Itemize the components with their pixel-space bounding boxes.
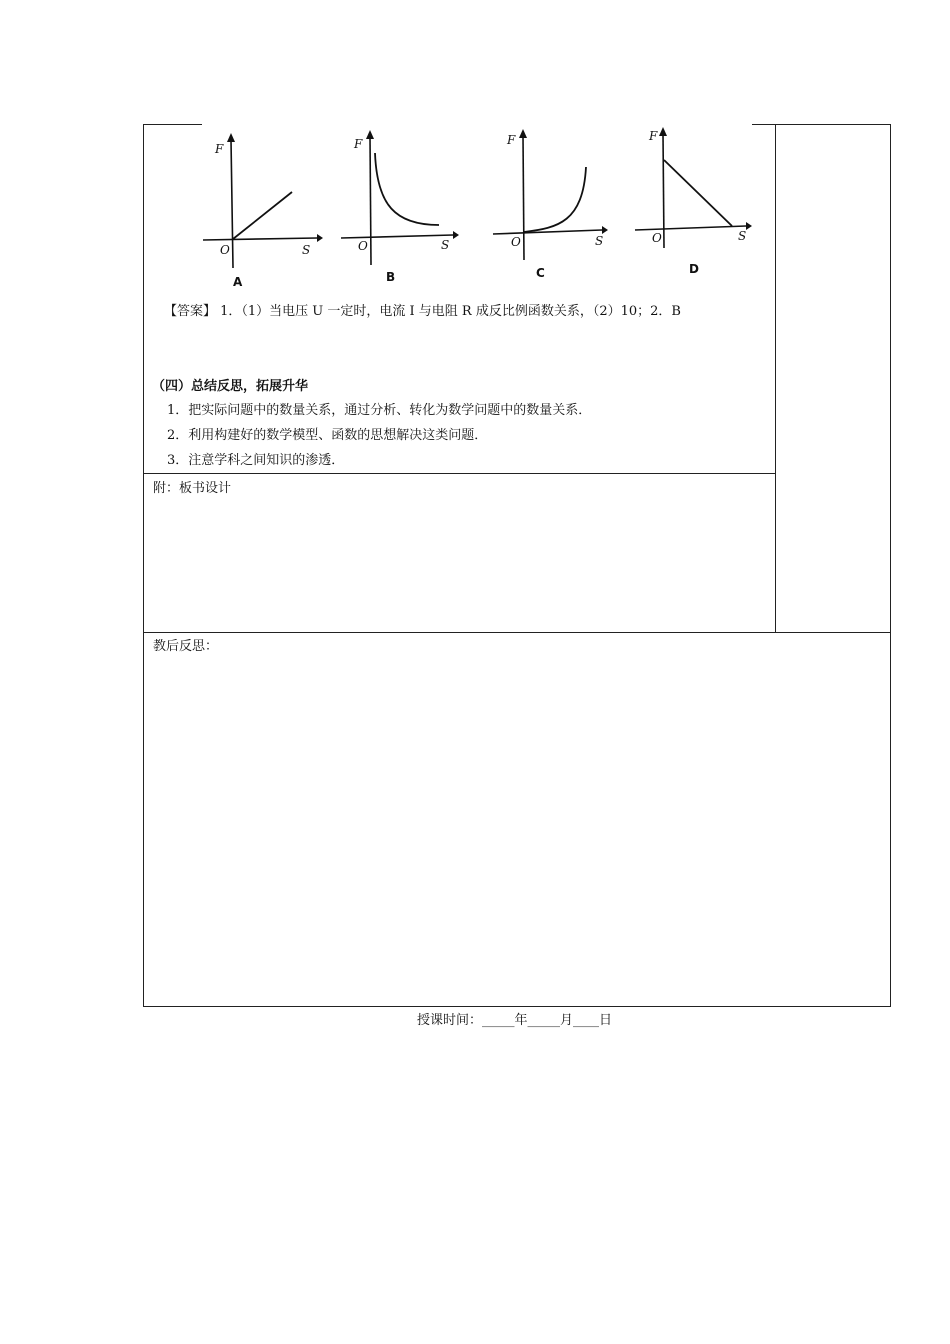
graph-b bbox=[335, 125, 465, 290]
graph-d-caption: D bbox=[689, 262, 699, 276]
section4-title: （四）总结反思，拓展升华 bbox=[152, 379, 309, 394]
table-top-left-border bbox=[143, 124, 202, 125]
graph-c bbox=[488, 122, 618, 287]
table-bottom-border bbox=[143, 1006, 891, 1007]
graph-d-y-label: F bbox=[649, 129, 658, 143]
graph-c-x-label: S bbox=[595, 234, 604, 248]
graph-b-caption: B bbox=[386, 270, 396, 284]
graph-c-caption: C bbox=[536, 266, 545, 280]
table-right-border bbox=[890, 124, 891, 1007]
graph-b-y-label: F bbox=[354, 137, 363, 151]
reflection-label: 教后反思： bbox=[153, 639, 219, 654]
graph-a bbox=[195, 128, 325, 293]
graph-d-origin-label: O bbox=[652, 231, 662, 245]
graph-a-y-label: F bbox=[215, 142, 224, 156]
table-left-border bbox=[143, 124, 144, 1007]
table-row-divider-1 bbox=[143, 473, 776, 474]
table-inner-vertical bbox=[775, 124, 776, 633]
graph-a-x-label: S bbox=[302, 243, 311, 257]
graph-d-x-label: S bbox=[738, 229, 747, 243]
table-top-right-border bbox=[752, 124, 891, 125]
board-design-label: 附：板书设计 bbox=[153, 481, 232, 496]
section4-item-2: 2．利用构建好的数学模型、函数的思想解决这类问题． bbox=[167, 428, 488, 443]
graph-c-origin-label: O bbox=[511, 235, 521, 249]
lesson-date-line: 授课时间：_____年_____月____日 bbox=[417, 1013, 613, 1028]
graph-b-origin-label: O bbox=[358, 239, 368, 253]
section4-item-1: 1．把实际问题中的数量关系，通过分析、转化为数学问题中的数量关系． bbox=[167, 403, 592, 418]
section4-item-3: 3．注意学科之间知识的渗透． bbox=[167, 453, 345, 468]
graph-a-caption: A bbox=[233, 275, 243, 289]
graph-b-x-label: S bbox=[441, 238, 450, 252]
table-row-divider-2 bbox=[143, 632, 891, 633]
graph-a-origin-label: O bbox=[220, 243, 230, 257]
answer-text: 【答案】 1．（1）当电压 U 一定时，电流 I 与电阻 R 成反比例函数关系，（2）10；2．B bbox=[164, 304, 681, 319]
graph-d bbox=[632, 120, 762, 285]
graph-c-y-label: F bbox=[507, 133, 516, 147]
